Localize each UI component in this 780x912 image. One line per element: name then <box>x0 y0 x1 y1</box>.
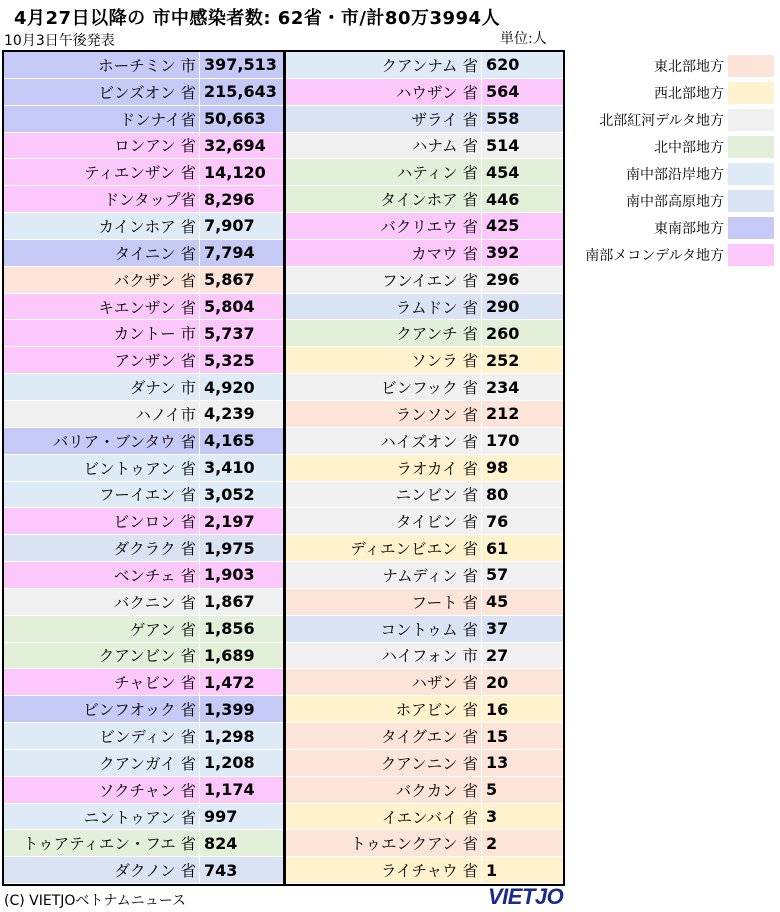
page-title: 4月27日以降の 市中感染者数: 62省・市/計80万3994人 <box>14 8 501 29</box>
legend-item <box>568 133 778 160</box>
case-count: 5,737 <box>199 320 283 346</box>
legend-swatch <box>728 136 774 158</box>
region-legend <box>568 52 778 268</box>
table-row <box>4 106 283 133</box>
case-count: 5,804 <box>199 294 283 320</box>
province-name: フート 省 <box>411 593 478 612</box>
case-count: 4,239 <box>199 401 283 427</box>
table-row <box>286 857 565 884</box>
legend-label: 西北部地方 <box>654 85 724 102</box>
table-row <box>286 294 565 321</box>
table-row <box>4 535 283 562</box>
table-row <box>4 186 283 213</box>
province-name: ホーチミン 市 <box>98 56 196 75</box>
table-row <box>286 52 565 79</box>
table-row <box>4 240 283 267</box>
table-row <box>4 482 283 509</box>
legend-item <box>568 160 778 187</box>
copyright-text: (C) VIETJOベトナムニュース <box>4 893 187 909</box>
vietjo-logo: VIETJO <box>488 884 564 909</box>
province-name: ソンラ 省 <box>411 352 478 371</box>
table-row <box>286 723 565 750</box>
case-count: 3,052 <box>199 482 283 508</box>
case-count: 5 <box>481 777 565 803</box>
case-count: 76 <box>481 508 565 534</box>
table-row <box>286 401 565 428</box>
case-count: 1,867 <box>199 589 283 615</box>
legend-label: 東北部地方 <box>654 58 724 75</box>
province-name: ハイズオン 省 <box>380 432 478 451</box>
case-count: 1,856 <box>199 616 283 642</box>
case-count: 61 <box>481 535 565 561</box>
table-row <box>4 830 283 857</box>
case-count: 50,663 <box>199 106 283 132</box>
province-name: チャビン 省 <box>114 674 196 693</box>
case-count: 170 <box>481 428 565 454</box>
province-name: ラムドン 省 <box>395 298 478 317</box>
province-name: ライチャウ 省 <box>381 862 478 881</box>
table-row <box>286 669 565 696</box>
table-row <box>286 267 565 294</box>
province-name: クアンガイ 省 <box>99 754 196 773</box>
province-name: ハザン 省 <box>411 674 478 693</box>
legend-label: 北中部地方 <box>654 139 724 156</box>
case-count: 397,513 <box>199 52 283 78</box>
province-name: クアンビン 省 <box>98 647 196 666</box>
legend-swatch <box>728 55 774 77</box>
case-count: 3,410 <box>199 455 283 481</box>
table-row <box>286 589 565 616</box>
province-name: タイビン 省 <box>395 513 478 532</box>
province-name: バクリエウ 省 <box>380 217 478 236</box>
case-count: 80 <box>481 482 565 508</box>
legend-label: 南部メコンデルタ地方 <box>585 247 724 264</box>
case-count: 5,867 <box>199 267 283 293</box>
province-name: カインホア 省 <box>98 217 196 236</box>
table-row <box>4 455 283 482</box>
case-count: 620 <box>481 52 565 78</box>
table-row <box>4 267 283 294</box>
case-count: 13 <box>481 750 565 776</box>
province-name: タイグエン 省 <box>381 728 478 747</box>
province-name: ゲアン 省 <box>129 620 196 639</box>
case-count: 997 <box>199 804 283 830</box>
table-row <box>4 669 283 696</box>
province-name: ドンタップ省 <box>103 191 196 210</box>
province-name: ティエンザン 省 <box>84 164 196 183</box>
table-row <box>286 508 565 535</box>
cases-table <box>2 50 565 886</box>
case-count: 564 <box>481 79 565 105</box>
case-count: 57 <box>481 562 565 588</box>
province-name: ビンロン 省 <box>113 513 196 532</box>
case-count: 1,472 <box>199 669 283 695</box>
table-row <box>286 240 565 267</box>
case-count: 2 <box>481 830 565 856</box>
legend-item <box>568 187 778 214</box>
province-name: ソクチャン 省 <box>98 781 196 800</box>
province-name: カマウ 省 <box>411 244 478 263</box>
province-name: バクカン 省 <box>395 781 478 800</box>
case-count: 16 <box>481 696 565 722</box>
table-row <box>4 616 283 643</box>
case-count: 392 <box>481 240 565 266</box>
legend-label: 南中部沿岸地方 <box>626 166 724 183</box>
case-count: 1,298 <box>199 723 283 749</box>
table-row <box>286 213 565 240</box>
province-name: バクニン 省 <box>113 593 196 612</box>
legend-swatch <box>728 82 774 104</box>
case-count: 37 <box>481 616 565 642</box>
province-name: カントー 市 <box>113 325 196 344</box>
table-row <box>286 804 565 831</box>
province-name: ビンフック 省 <box>381 379 478 398</box>
table-row <box>286 455 565 482</box>
province-name: ハイフォン 市 <box>381 647 478 666</box>
legend-swatch <box>728 244 774 266</box>
case-count: 7,794 <box>199 240 283 266</box>
legend-label: 東南部地方 <box>654 220 724 237</box>
province-name: ダクラク 省 <box>113 540 196 559</box>
table-row <box>286 159 565 186</box>
case-count: 1,975 <box>199 535 283 561</box>
case-count: 824 <box>199 830 283 856</box>
case-count: 20 <box>481 669 565 695</box>
province-name: ドンナイ省 <box>119 110 196 129</box>
province-name: ロンアン 省 <box>114 137 196 156</box>
case-count: 45 <box>481 589 565 615</box>
table-column-right <box>286 52 565 884</box>
case-count: 425 <box>481 213 565 239</box>
province-name: イエンバイ 省 <box>381 808 478 827</box>
province-name: ナムディン 省 <box>382 566 478 585</box>
case-count: 3 <box>481 804 565 830</box>
legend-item <box>568 106 778 133</box>
case-count: 98 <box>481 455 565 481</box>
province-name: ビンフオック 省 <box>83 701 196 720</box>
province-name: タインホア 省 <box>380 191 478 210</box>
case-count: 215,643 <box>199 79 283 105</box>
case-count: 15 <box>481 723 565 749</box>
case-count: 1,174 <box>199 777 283 803</box>
case-count: 7,907 <box>199 213 283 239</box>
case-count: 454 <box>481 159 565 185</box>
table-row <box>4 562 283 589</box>
table-row <box>4 643 283 670</box>
table-row <box>286 133 565 160</box>
table-row <box>4 857 283 884</box>
table-row <box>4 159 283 186</box>
province-name: ラオカイ 省 <box>396 459 478 478</box>
table-row <box>286 186 565 213</box>
province-name: バリア・ブンタウ 省 <box>52 432 196 451</box>
table-row <box>286 79 565 106</box>
province-name: タイニン 省 <box>114 244 196 263</box>
case-count: 4,920 <box>199 374 283 400</box>
legend-swatch <box>728 217 774 239</box>
table-row <box>4 723 283 750</box>
release-date: 10月3日午後発表 <box>4 33 115 49</box>
province-name: ハノイ市 <box>135 405 196 424</box>
table-row <box>4 428 283 455</box>
province-name: バクザン 省 <box>113 271 196 290</box>
unit-label: 単位:人 <box>500 31 547 47</box>
legend-swatch <box>728 190 774 212</box>
province-name: クアンチ 省 <box>396 325 478 344</box>
table-row <box>4 374 283 401</box>
table-row <box>286 777 565 804</box>
table-row <box>4 401 283 428</box>
table-row <box>4 777 283 804</box>
province-name: ザライ 省 <box>411 110 478 129</box>
case-count: 32,694 <box>199 133 283 159</box>
table-row <box>4 79 283 106</box>
case-count: 260 <box>481 320 565 346</box>
case-count: 1 <box>481 857 565 883</box>
province-name: ニンビン 省 <box>395 486 478 505</box>
province-name: ダクノン 省 <box>114 862 196 881</box>
table-row <box>4 320 283 347</box>
province-name: ビンズオン 省 <box>98 83 196 102</box>
case-count: 14,120 <box>199 159 283 185</box>
province-name: ビントゥアン 省 <box>83 459 196 478</box>
province-name: ビンディン 省 <box>99 728 196 747</box>
legend-label: 北部紅河デルタ地方 <box>599 112 724 129</box>
province-name: コントゥム 省 <box>380 620 478 639</box>
table-row <box>4 347 283 374</box>
province-name: トゥエンクアン 省 <box>350 835 478 854</box>
table-row <box>286 428 565 455</box>
province-name: ハティン 省 <box>396 164 478 183</box>
table-row <box>286 347 565 374</box>
table-row <box>4 696 283 723</box>
case-count: 514 <box>481 133 565 159</box>
case-count: 234 <box>481 374 565 400</box>
case-count: 252 <box>481 347 565 373</box>
legend-item <box>568 241 778 268</box>
province-name: ハナム 省 <box>411 137 478 156</box>
table-row <box>286 616 565 643</box>
table-row <box>4 213 283 240</box>
case-count: 446 <box>481 186 565 212</box>
table-row <box>286 643 565 670</box>
table-row <box>4 294 283 321</box>
legend-label: 南中部高原地方 <box>626 193 724 210</box>
table-row <box>4 508 283 535</box>
province-name: フーイエン 省 <box>99 486 196 505</box>
table-row <box>286 106 565 133</box>
case-count: 290 <box>481 294 565 320</box>
table-row <box>286 320 565 347</box>
case-count: 212 <box>481 401 565 427</box>
province-name: トゥアティエン・フエ 省 <box>22 835 196 854</box>
table-row <box>4 52 283 79</box>
table-row <box>286 374 565 401</box>
legend-item <box>568 214 778 241</box>
table-row <box>4 589 283 616</box>
province-name: アンザン 省 <box>114 352 196 371</box>
table-row <box>4 804 283 831</box>
case-count: 8,296 <box>199 186 283 212</box>
case-count: 296 <box>481 267 565 293</box>
case-count: 4,165 <box>199 428 283 454</box>
province-name: ニントゥアン 省 <box>83 808 196 827</box>
province-name: フンイエン 省 <box>382 271 478 290</box>
table-row <box>4 750 283 777</box>
case-count: 1,399 <box>199 696 283 722</box>
province-name: ホアビン 省 <box>395 701 478 720</box>
table-row <box>286 830 565 857</box>
table-row <box>4 133 283 160</box>
table-row <box>286 482 565 509</box>
case-count: 27 <box>481 643 565 669</box>
legend-item <box>568 79 778 106</box>
case-count: 558 <box>481 106 565 132</box>
case-count: 743 <box>199 857 283 883</box>
table-row <box>286 562 565 589</box>
case-count: 1,689 <box>199 643 283 669</box>
province-name: ベンチェ 省 <box>114 566 196 585</box>
table-row <box>286 696 565 723</box>
legend-swatch <box>728 109 774 131</box>
province-name: ダナン 市 <box>129 379 196 398</box>
province-name: クアンナム 省 <box>381 56 478 75</box>
table-column-left <box>4 52 283 884</box>
legend-item <box>568 52 778 79</box>
province-name: キエンザン 省 <box>98 298 196 317</box>
province-name: ディエンビエン 省 <box>350 540 478 559</box>
case-count: 2,197 <box>199 508 283 534</box>
table-row <box>286 750 565 777</box>
case-count: 5,325 <box>199 347 283 373</box>
table-row <box>286 535 565 562</box>
legend-swatch <box>728 163 774 185</box>
province-name: クアンニン 省 <box>380 754 478 773</box>
province-name: ハウザン 省 <box>395 83 478 102</box>
case-count: 1,903 <box>199 562 283 588</box>
province-name: ランソン 省 <box>395 405 478 424</box>
case-count: 1,208 <box>199 750 283 776</box>
